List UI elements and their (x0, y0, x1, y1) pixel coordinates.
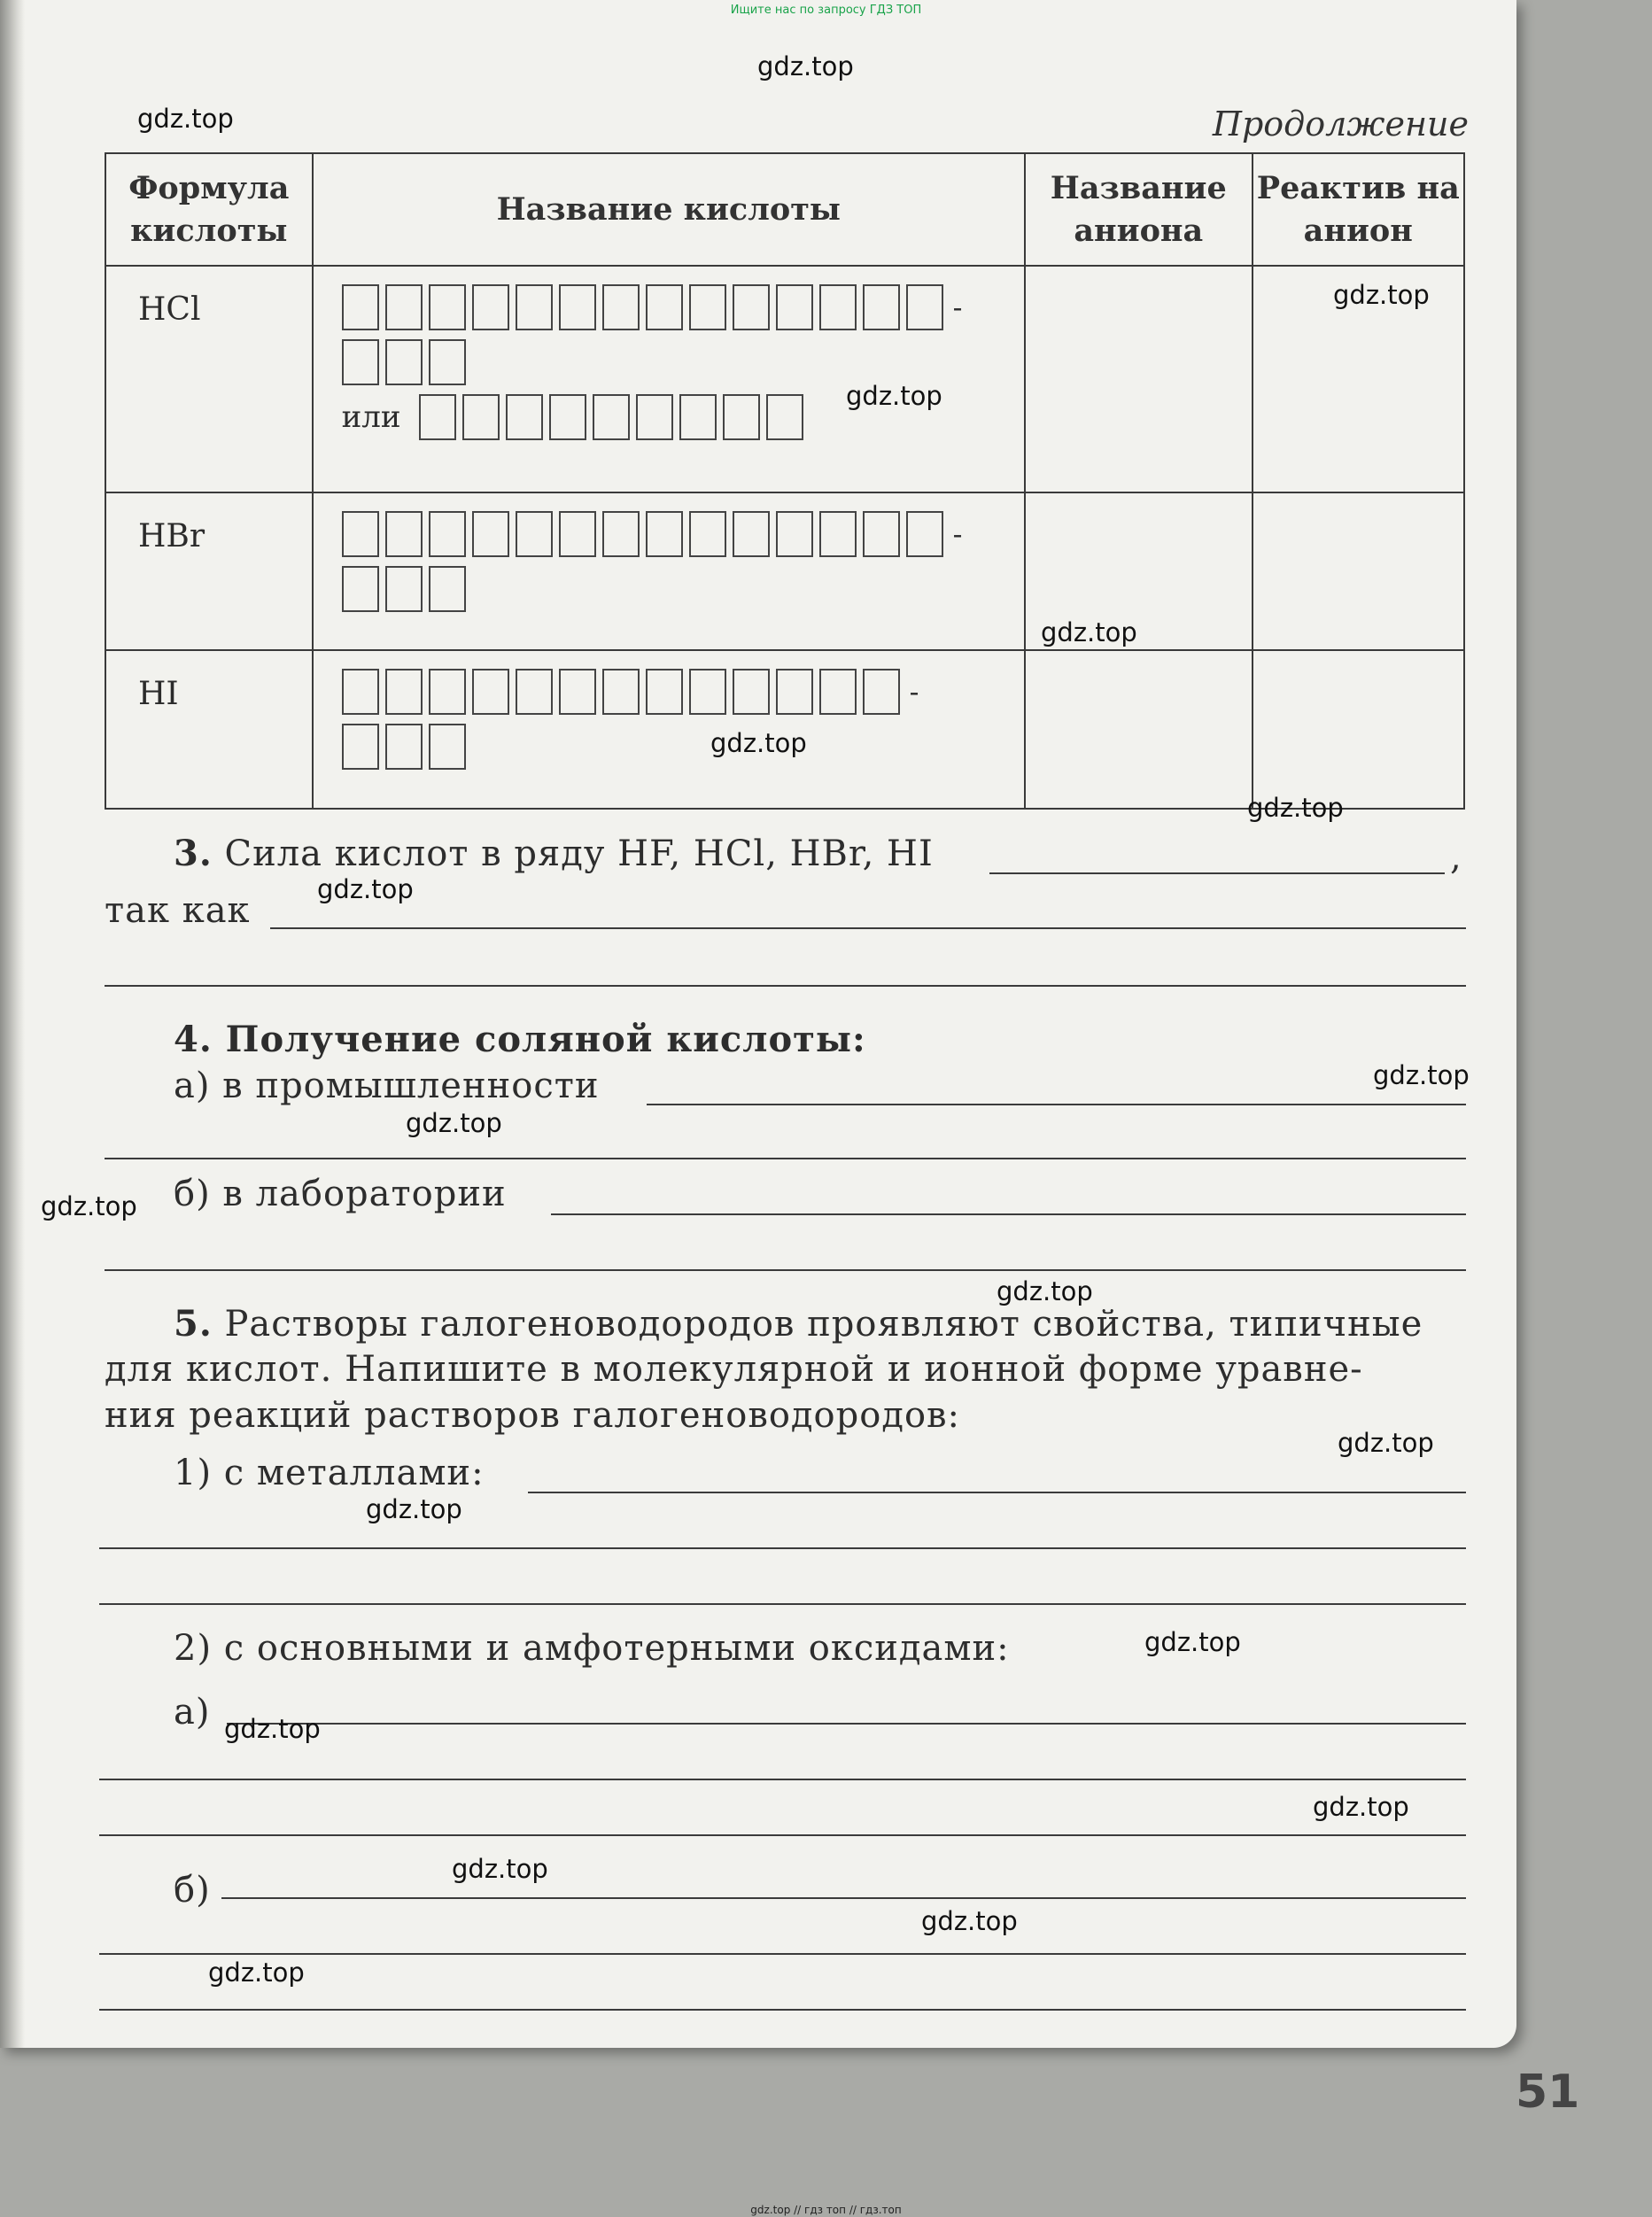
letter-box[interactable] (429, 511, 466, 557)
letter-box[interactable] (646, 669, 683, 715)
letter-box[interactable] (342, 669, 379, 715)
letter-box[interactable] (516, 284, 553, 330)
letter-box[interactable] (385, 339, 423, 385)
acid-name-cell[interactable] (313, 266, 1025, 492)
header-anion-name: Название аниона (1025, 153, 1253, 266)
answer-line[interactable] (99, 1547, 1466, 1549)
letter-box[interactable] (906, 511, 943, 557)
letter-grid[interactable] (342, 339, 1024, 385)
letter-box[interactable] (559, 669, 596, 715)
watermark: gdz.top (1333, 280, 1430, 310)
letter-box[interactable] (342, 284, 379, 330)
watermark: gdz.top (757, 51, 854, 81)
letter-box[interactable] (646, 284, 683, 330)
bottom-banner: gdz.top // гдз топ // гдз.топ (750, 2204, 902, 2216)
answer-line[interactable] (528, 1492, 1466, 1493)
letter-grid[interactable]: - (342, 284, 1024, 330)
letter-box[interactable] (636, 394, 673, 440)
acids-table (105, 152, 1465, 810)
answer-line[interactable] (99, 2009, 1466, 2011)
q3-answer-line[interactable] (989, 872, 1445, 874)
letter-box[interactable] (385, 669, 423, 715)
watermark: gdz.top (224, 1714, 321, 1744)
letter-box[interactable] (462, 394, 500, 440)
q5-item-2: 2) с основными и амфотерными оксидами: (174, 1628, 1010, 1669)
anion-reagent-cell[interactable] (1253, 650, 1464, 809)
watermark: gdz.top (406, 1108, 502, 1138)
letter-box[interactable] (429, 724, 466, 770)
q5-sub-a: а) (174, 1692, 211, 1733)
letter-box[interactable] (559, 511, 596, 557)
q4-b-label: б) в лаборатории (174, 1174, 507, 1214)
watermark: gdz.top (1041, 617, 1137, 647)
letter-box[interactable] (863, 669, 900, 715)
letter-box[interactable] (689, 284, 726, 330)
answer-line[interactable] (270, 927, 1466, 929)
watermark: gdz.top (997, 1276, 1093, 1306)
letter-box[interactable] (385, 566, 423, 612)
watermark: gdz.top (208, 1957, 305, 1988)
letter-box[interactable] (679, 394, 717, 440)
watermark: gdz.top (846, 381, 942, 411)
watermark: gdz.top (317, 874, 414, 904)
answer-line[interactable] (221, 1897, 1466, 1899)
watermark: gdz.top (41, 1191, 137, 1221)
anion-name-cell[interactable] (1025, 266, 1253, 492)
acid-name-cell[interactable] (313, 492, 1025, 650)
letter-box[interactable] (819, 511, 857, 557)
letter-box[interactable] (342, 511, 379, 557)
letter-box[interactable] (766, 394, 803, 440)
letter-box[interactable] (549, 394, 586, 440)
letter-box[interactable] (342, 566, 379, 612)
letter-box[interactable] (602, 284, 640, 330)
letter-box[interactable] (385, 724, 423, 770)
letter-grid[interactable] (342, 724, 1024, 770)
q3-comma: , (1450, 837, 1462, 878)
answer-line[interactable] (227, 1723, 1466, 1725)
letter-grid[interactable]: - (342, 511, 1024, 557)
watermark: gdz.top (1144, 1627, 1241, 1657)
watermark: gdz.top (366, 1494, 462, 1524)
letter-box[interactable] (733, 511, 770, 557)
q4-title: 4. Получение соляной кислоты: (174, 1019, 866, 1060)
q5-item-1: 1) с металлами: (174, 1453, 485, 1493)
q3-text: 3. Сила кислот в ряду HF, HCl, HBr, HI (174, 833, 934, 874)
letter-box[interactable] (733, 669, 770, 715)
letter-box[interactable] (602, 511, 640, 557)
continuation-label: Продолжение (1212, 105, 1469, 143)
header-acid-name: Название кислоты (313, 153, 1025, 266)
answer-line[interactable] (99, 1953, 1466, 1955)
letter-box[interactable] (776, 511, 813, 557)
watermark: gdz.top (452, 1854, 548, 1884)
page-binding-shadow (0, 0, 25, 2048)
letter-grid[interactable] (342, 566, 1024, 612)
q4-a-label: а) в промышленности (174, 1066, 600, 1106)
letter-box[interactable] (472, 669, 509, 715)
answer-line[interactable] (105, 985, 1466, 987)
letter-box[interactable] (516, 669, 553, 715)
letter-box[interactable] (472, 511, 509, 557)
answer-line[interactable] (105, 1158, 1466, 1159)
watermark: gdz.top (137, 104, 234, 134)
q3-continuation: так как (105, 890, 251, 931)
letter-box[interactable] (863, 511, 900, 557)
letter-box[interactable] (506, 394, 543, 440)
letter-box[interactable] (342, 724, 379, 770)
letter-box[interactable] (776, 284, 813, 330)
letter-box[interactable] (429, 566, 466, 612)
letter-box[interactable] (776, 669, 813, 715)
letter-box[interactable] (819, 669, 857, 715)
letter-box[interactable] (602, 669, 640, 715)
watermark: gdz.top (921, 1906, 1018, 1936)
answer-line[interactable] (105, 1269, 1466, 1271)
letter-box[interactable] (429, 339, 466, 385)
letter-box[interactable] (733, 284, 770, 330)
letter-box[interactable] (689, 511, 726, 557)
answer-line[interactable] (99, 1779, 1466, 1780)
answer-line[interactable] (99, 1603, 1466, 1605)
formula-cell: HCl (105, 266, 313, 492)
answer-line[interactable] (551, 1213, 1466, 1215)
anion-name-cell[interactable] (1025, 650, 1253, 809)
watermark: gdz.top (1313, 1792, 1409, 1822)
formula-cell: HI (105, 650, 313, 809)
letter-box[interactable] (559, 284, 596, 330)
letter-box[interactable] (593, 394, 630, 440)
q5-line-3: ния реакций растворов галогеноводородов: (105, 1395, 961, 1436)
watermark: gdz.top (710, 728, 807, 758)
header-formula: Формула кислоты (105, 153, 313, 266)
letter-box[interactable] (516, 511, 553, 557)
letter-box[interactable] (863, 284, 900, 330)
watermark: gdz.top (1247, 793, 1344, 823)
letter-grid[interactable]: - (342, 669, 1024, 715)
anion-reagent-cell[interactable] (1253, 492, 1464, 650)
q5-line-2: для кислот. Напишите в молекулярной и ионной форме уравне- (105, 1349, 1363, 1390)
letter-box[interactable] (429, 284, 466, 330)
top-banner: Ищите нас по запросу ГДЗ ТОП (730, 4, 922, 17)
answer-line[interactable] (647, 1104, 1466, 1105)
letter-box[interactable] (646, 511, 683, 557)
letter-box[interactable] (723, 394, 760, 440)
letter-grid[interactable] (419, 394, 810, 440)
page-number: 51 (1516, 2066, 1580, 2119)
table-row (105, 492, 1464, 650)
letter-box[interactable] (385, 284, 423, 330)
q5-sub-b: б) (174, 1870, 211, 1911)
acid-name-cell[interactable] (313, 650, 1025, 809)
letter-box[interactable] (819, 284, 857, 330)
or-label: или (341, 399, 401, 435)
watermark: gdz.top (1373, 1060, 1470, 1090)
letter-box[interactable] (429, 669, 466, 715)
letter-box[interactable] (342, 339, 379, 385)
table-row (105, 266, 1464, 492)
letter-box[interactable] (689, 669, 726, 715)
letter-box[interactable] (472, 284, 509, 330)
letter-box[interactable] (385, 511, 423, 557)
formula-cell: HBr (105, 492, 313, 650)
header-anion-reagent: Реактив на анион (1253, 153, 1464, 266)
letter-box[interactable] (419, 394, 456, 440)
answer-line[interactable] (99, 1834, 1466, 1836)
watermark: gdz.top (1338, 1428, 1434, 1458)
q5-line-1: 5. Растворы галогеноводородов проявляют свойства, типичные (174, 1303, 1423, 1345)
letter-box[interactable] (906, 284, 943, 330)
